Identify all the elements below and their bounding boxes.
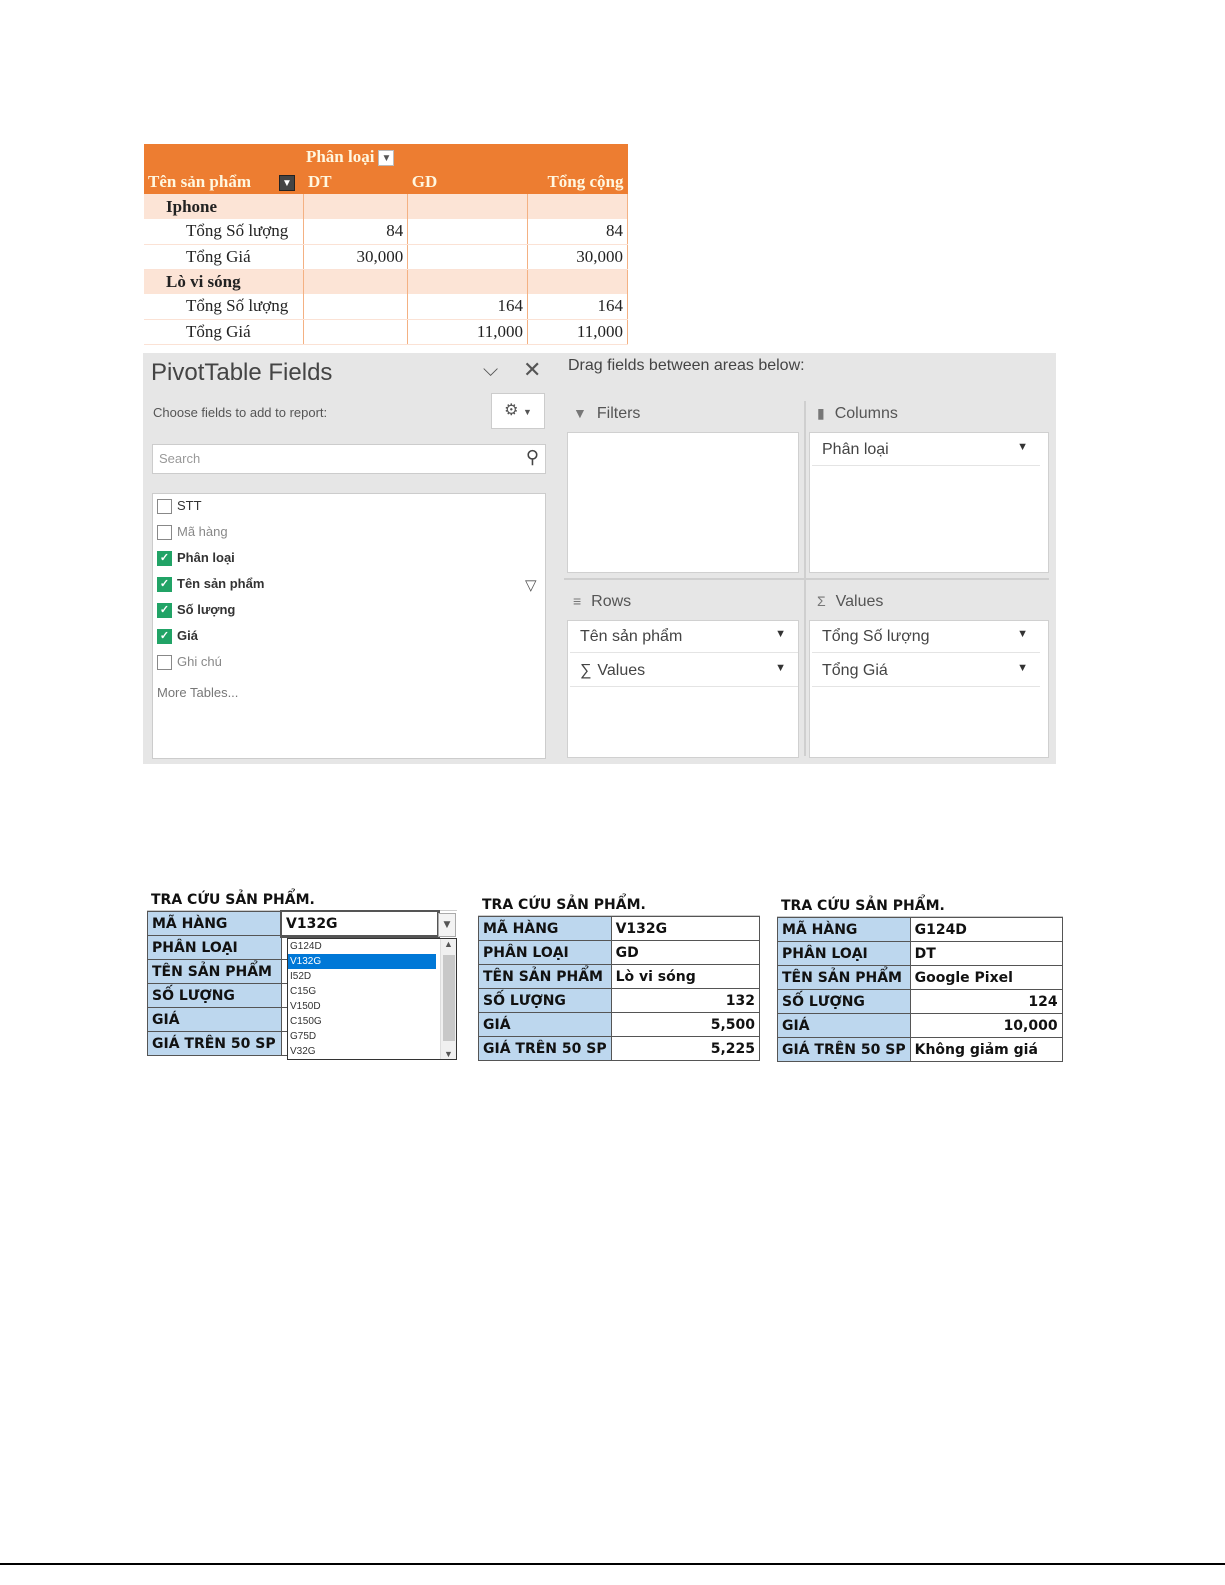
area-label: Filters: [596, 405, 641, 422]
rows-drop-zone[interactable]: [567, 620, 799, 758]
pivot-group-label: Iphone: [144, 194, 304, 219]
lookup-table-3: [777, 895, 1063, 1062]
caret-down-icon[interactable]: ▼: [1017, 441, 1028, 453]
checkbox-checked[interactable]: ✓: [157, 577, 172, 592]
dropdown-arrow-button[interactable]: ▼: [438, 913, 456, 937]
sigma-icon: ∑: [580, 662, 592, 679]
scrollbar-thumb[interactable]: [443, 955, 455, 1041]
lookup-value: 124: [910, 990, 1062, 1014]
lookup-title: TRA CỨU SẢN PHẨM.: [147, 889, 457, 911]
lookup-value: 10,000: [910, 1014, 1062, 1038]
pivot-cell: 11,000: [528, 319, 628, 344]
chip-label: Tổng Số lượng: [822, 628, 930, 645]
columns-drop-zone[interactable]: [809, 432, 1049, 573]
lookup-value: GD: [611, 941, 759, 965]
checkbox-checked[interactable]: ✓: [157, 629, 172, 644]
lookup-value: 5,225: [611, 1037, 759, 1061]
field-label: Phân loại: [177, 550, 235, 565]
field-item-ghi-chu[interactable]: [157, 654, 222, 674]
pivot-cell: 164: [408, 294, 528, 319]
field-label: Giá: [177, 628, 198, 643]
lookup-label: PHÂN LOẠI: [778, 942, 911, 966]
field-item-gia[interactable]: [157, 628, 198, 648]
drag-fields-label: Drag fields between areas below:: [568, 357, 805, 374]
lookup-value: Không giảm giá: [910, 1038, 1062, 1062]
pivot-cell: 84: [304, 219, 408, 244]
dropdown-option[interactable]: I52D: [290, 971, 312, 982]
rows-values-chip[interactable]: [570, 657, 798, 687]
pivot-cell: 84: [528, 219, 628, 244]
gear-icon: ⚙: [504, 402, 519, 419]
pivot-row-header-label: Tên sản phẩm: [148, 171, 251, 191]
pivot-group-row[interactable]: [144, 194, 628, 219]
checkbox[interactable]: [157, 655, 172, 670]
lookup-title: TRA CỨU SẢN PHẨM.: [478, 894, 760, 916]
lookup-value: V132G: [611, 917, 759, 941]
pivot-cell: [304, 294, 408, 319]
checkbox[interactable]: [157, 499, 172, 514]
dropdown-option[interactable]: V150D: [290, 1001, 321, 1012]
chip-label: Phân loại: [822, 441, 889, 458]
lookup-label: GIÁ: [778, 1014, 911, 1038]
caret-down-icon[interactable]: ▼: [775, 628, 786, 640]
lookup-value: Google Pixel: [910, 966, 1062, 990]
caret-down-icon[interactable]: ▼: [1017, 662, 1028, 674]
lookup-label: GIÁ TRÊN 50 SP: [778, 1038, 911, 1062]
pivot-cell: [408, 219, 528, 244]
scroll-up-icon[interactable]: ▲: [444, 939, 453, 949]
chip-label: Tên sản phẩm: [580, 628, 683, 645]
dropdown-option-selected[interactable]: V132G: [288, 954, 436, 969]
lookup-value: 132: [611, 989, 759, 1013]
filter-funnel-icon[interactable]: ▽: [525, 577, 537, 594]
area-divider: [564, 578, 1049, 580]
pivot-row-header[interactable]: [144, 169, 304, 194]
ma-hang-dropdown-list[interactable]: [287, 938, 457, 1060]
lookup-table-2: [478, 894, 760, 1061]
lookup-label: GIÁ: [479, 1013, 612, 1037]
lookup-label: MÃ HÀNG: [479, 917, 612, 941]
values-field-chip[interactable]: [812, 623, 1040, 653]
filter-dropdown-icon[interactable]: ▼: [378, 150, 394, 166]
checkbox-checked[interactable]: ✓: [157, 603, 172, 618]
lookup-label: TÊN SẢN PHẨM: [479, 965, 612, 989]
pivot-row-label: Tổng Giá: [144, 244, 304, 269]
pivot-cell: 11,000: [408, 319, 528, 344]
pivot-col-total: Tổng cộng: [528, 169, 628, 194]
close-icon[interactable]: ✕: [523, 357, 542, 382]
filters-drop-zone[interactable]: [567, 432, 799, 573]
field-item-phan-loai[interactable]: [157, 550, 235, 570]
area-divider: [804, 401, 806, 756]
field-list: [152, 493, 546, 759]
values-drop-zone[interactable]: [809, 620, 1049, 758]
lookup-label: PHÂN LOẠI: [479, 941, 612, 965]
pivot-value-row: [144, 294, 628, 319]
ma-hang-cell[interactable]: V132G: [282, 912, 438, 936]
lookup-label: SỐ LƯỢNG: [479, 989, 612, 1013]
field-item-stt[interactable]: [157, 498, 202, 518]
pivot-row-label: Tổng Giá: [144, 319, 304, 344]
values-field-chip[interactable]: [812, 657, 1040, 687]
lookup-label: SỐ LƯỢNG: [778, 990, 911, 1014]
search-input[interactable]: [152, 444, 546, 474]
pivot-column-field-label: Phân loại: [305, 146, 375, 166]
scroll-down-icon[interactable]: ▼: [444, 1049, 453, 1059]
dropdown-option[interactable]: V32G: [290, 1046, 316, 1057]
lookup-label: GIÁ: [148, 1008, 282, 1032]
pivot-group-row[interactable]: [144, 269, 628, 294]
caret-down-icon: ▼: [522, 407, 532, 417]
lookup-label: MÃ HÀNG: [778, 918, 911, 942]
chip-label: Tổng Giá: [822, 662, 888, 679]
field-item-ma-hang[interactable]: [157, 524, 228, 544]
lookup-value: G124D: [910, 918, 1062, 942]
chevron-down-icon[interactable]: ⌵: [483, 359, 499, 381]
caret-down-icon[interactable]: ▼: [1017, 628, 1028, 640]
lookup-label: PHÂN LOẠI: [148, 936, 282, 960]
lookup-label: SỐ LƯỢNG: [148, 984, 282, 1008]
field-item-so-luong[interactable]: [157, 602, 235, 622]
pivot-column-field[interactable]: [304, 144, 528, 169]
pivottable-fields-pane: [143, 353, 1056, 764]
more-tables-link[interactable]: More Tables...: [157, 685, 239, 700]
pivot-table: [144, 144, 628, 345]
pivot-cell: [304, 319, 408, 344]
lookup-title: TRA CỨU SẢN PHẨM.: [777, 895, 1063, 917]
area-label: Columns: [834, 405, 898, 422]
pivot-cell: 164: [528, 294, 628, 319]
pivot-value-row: [144, 319, 628, 344]
field-label: STT: [177, 498, 202, 513]
lookup-value: DT: [910, 942, 1062, 966]
pivot-value-row: [144, 244, 628, 269]
chip-label: Values: [597, 662, 646, 679]
field-label: Mã hàng: [177, 524, 228, 539]
rows-icon: ≡: [573, 593, 582, 609]
filters-area-title: [573, 405, 640, 423]
lookup-label: GIÁ TRÊN 50 SP: [148, 1032, 282, 1056]
dropdown-option[interactable]: G124D: [290, 941, 322, 952]
search-placeholder: Search: [159, 451, 201, 466]
sigma-icon: Σ: [817, 593, 826, 609]
area-label: Values: [835, 593, 884, 610]
pivot-group-label: Lò vi sóng: [144, 269, 304, 294]
pivot-cell: 30,000: [528, 244, 628, 269]
area-label: Rows: [591, 593, 632, 610]
columns-field-chip[interactable]: [812, 436, 1040, 466]
settings-button[interactable]: [491, 393, 545, 429]
rows-field-chip[interactable]: [570, 623, 798, 653]
lookup-label: TÊN SẢN PHẨM: [778, 966, 911, 990]
lookup-label: MÃ HÀNG: [148, 912, 282, 936]
lookup-label: TÊN SẢN PHẨM: [148, 960, 282, 984]
filter-applied-icon[interactable]: ▼: [279, 175, 295, 191]
pivot-col-gd: GD: [408, 169, 528, 194]
pivot-cell: 30,000: [304, 244, 408, 269]
checkbox[interactable]: [157, 525, 172, 540]
values-area-title: [817, 593, 883, 611]
choose-fields-label: Choose fields to add to report:: [153, 405, 328, 420]
rows-area-title: [573, 593, 631, 611]
page-bottom-rule: [0, 1563, 1225, 1565]
pivot-cell: [408, 244, 528, 269]
pivot-value-row: [144, 219, 628, 244]
pivot-row-label: Tổng Số lượng: [144, 219, 304, 244]
dropdown-option[interactable]: C150G: [290, 1016, 322, 1027]
field-label: Số lượng: [177, 602, 236, 617]
pivot-col-dt: DT: [304, 169, 408, 194]
caret-down-icon[interactable]: ▼: [775, 662, 786, 674]
field-label: Ghi chú: [177, 654, 222, 669]
lookup-value: Lò vi sóng: [611, 965, 759, 989]
columns-area-title: [817, 405, 898, 423]
field-label: Tên sản phẩm: [177, 576, 265, 591]
search-icon[interactable]: ⚲: [525, 447, 539, 467]
lookup-value: 5,500: [611, 1013, 759, 1037]
dropdown-option[interactable]: C15G: [290, 986, 317, 997]
columns-icon: ▮: [817, 405, 825, 421]
filter-funnel-icon: ▼: [573, 405, 587, 421]
lookup-label: GIÁ TRÊN 50 SP: [479, 1037, 612, 1061]
pivot-row-label: Tổng Số lượng: [144, 294, 304, 319]
dropdown-scrollbar[interactable]: [440, 939, 456, 1059]
field-item-ten-san-pham[interactable]: [157, 576, 264, 596]
dropdown-option[interactable]: G75D: [290, 1031, 317, 1042]
pane-title: PivotTable Fields: [151, 359, 333, 386]
checkbox-checked[interactable]: ✓: [157, 551, 172, 566]
